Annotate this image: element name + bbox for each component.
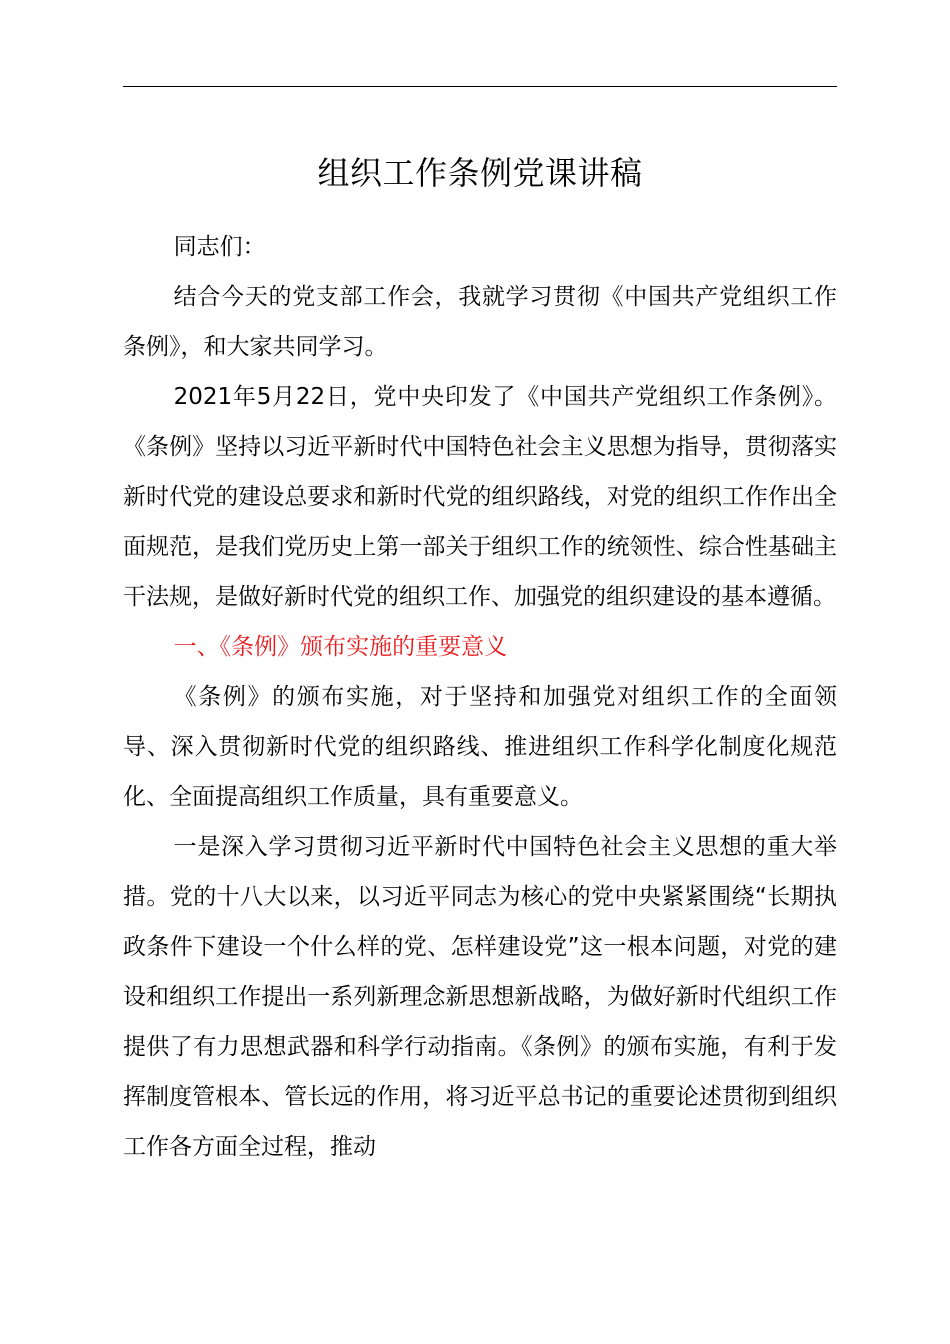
section-intro-paragraph: 《条例》的颁布实施，对于坚持和加强党对组织工作的全面领导、深入贯彻新时代党的组织路线、推进组织工作科学化制度化规范化、全面提高组织工作质量，具有重要意义。 <box>123 684 837 810</box>
intro-paragraph: 结合今天的党支部工作会，我就学习贯彻《中国共产党组织工作条例》，和大家共同学习。 <box>123 284 837 360</box>
background-paragraph: 2021年5月22日，党中央印发了《中国共产党组织工作条例》。《条例》坚持以习近平新时代中国特色社会主义思想为指导，贯彻落实新时代党的建设总要求和新时代党的组织路线，对党的组织工作作出全面规范，是我们党历史上第一部关于组织工作的统领性、综合性基础主干法规，是做好新时代党的组织工作、加强党的组织建设的基本遵循。 <box>123 384 837 610</box>
header-rule <box>123 86 837 87</box>
section-heading: 一、《条例》颁布实施的重要意义 <box>173 634 508 660</box>
document-title: 组织工作条例党课讲稿 <box>317 154 643 192</box>
section-point-paragraph: 一是深入学习贯彻习近平新时代中国特色社会主义思想的重大举措。党的十八大以来，以习近平同志为核心的党中央紧紧围绕“长期执政条件下建设一个什么样的党、怎样建设党”这一根本问题，对党的建设和组织工作提出一系列新理念新思想新战略，为做好新时代组织工作提供了有力思想武器和科学行动指南。《条例》的颁布实施，有利于发挥制度管根本、管长远的作用，将习近平总书记的重要论述贯彻到组织工作各方面全过程，推动 <box>123 834 837 1160</box>
greeting-paragraph: 同志们： <box>173 234 266 260</box>
document-body <box>123 222 837 1172</box>
